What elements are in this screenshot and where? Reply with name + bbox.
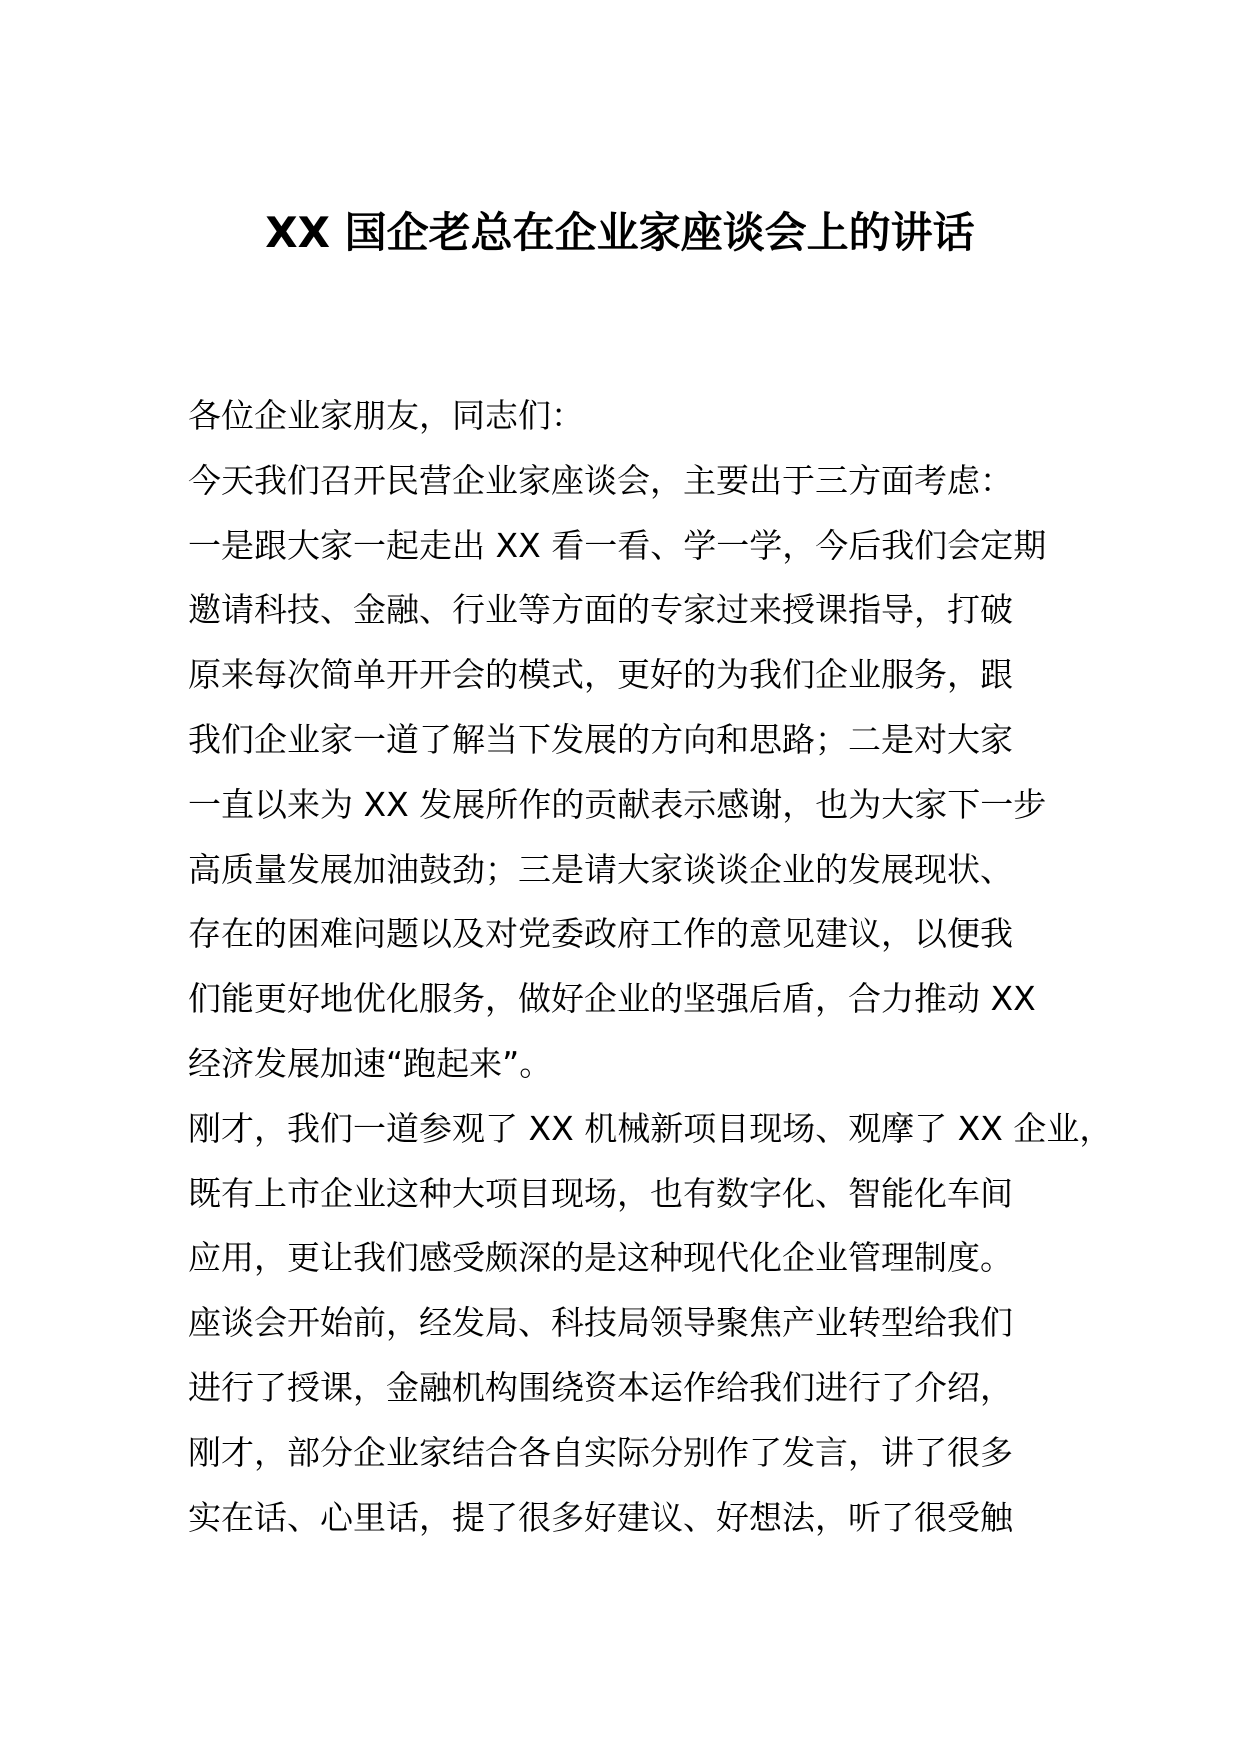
body-line: 经济发展加速“跑起来”。 [188,1043,553,1083]
body-line: 今天我们召开民营企业家座谈会，主要出于三方面考虑： [188,460,1013,500]
document-body [188,384,1113,1550]
body-line: 进行了授课，金融机构围绕资本运作给我们进行了介绍， [188,1367,1013,1407]
body-line: 我们企业家一道了解当下发展的方向和思路；二是对大家 [188,719,1013,759]
body-line: 邀请科技、金融、行业等方面的专家过来授课指导，打破 [188,590,1013,630]
body-line: 实在话、心里话，提了很多好建议、好想法，听了很受触 [188,1497,1013,1537]
body-line: 各位企业家朋友，同志们： [188,396,584,435]
body-line: 刚才，部分企业家结合各自实际分别作了发言，讲了很多 [188,1432,1013,1472]
body-line: 一直以来为 XX 发展所作的贡献表示感谢，也为大家下一步 [188,784,1047,824]
body-line: 既有上市企业这种大项目现场，也有数字化、智能化车间 [188,1173,1013,1213]
body-line: 们能更好地优化服务，做好企业的坚强后盾，合力推动 XX [188,979,1036,1019]
body-line: 原来每次简单开开会的模式，更好的为我们企业服务，跟 [188,655,1013,695]
body-line: 应用，更让我们感受颇深的是这种现代化企业管理制度。 [188,1238,1013,1278]
body-line: 高质量发展加油鼓劲；三是请大家谈谈企业的发展现状、 [188,849,1013,889]
body-line: 存在的困难问题以及对党委政府工作的意见建议，以便我 [188,914,1013,954]
document-title: XX 国企老总在企业家座谈会上的讲话 [265,208,975,257]
body-line: 刚才，我们一道参观了 XX 机械新项目现场、观摩了 XX 企业， [188,1108,1113,1148]
body-line: 座谈会开始前，经发局、科技局领导聚焦产业转型给我们 [188,1303,1013,1343]
body-line: 一是跟大家一起走出 XX 看一看、学一学，今后我们会定期 [188,525,1047,565]
